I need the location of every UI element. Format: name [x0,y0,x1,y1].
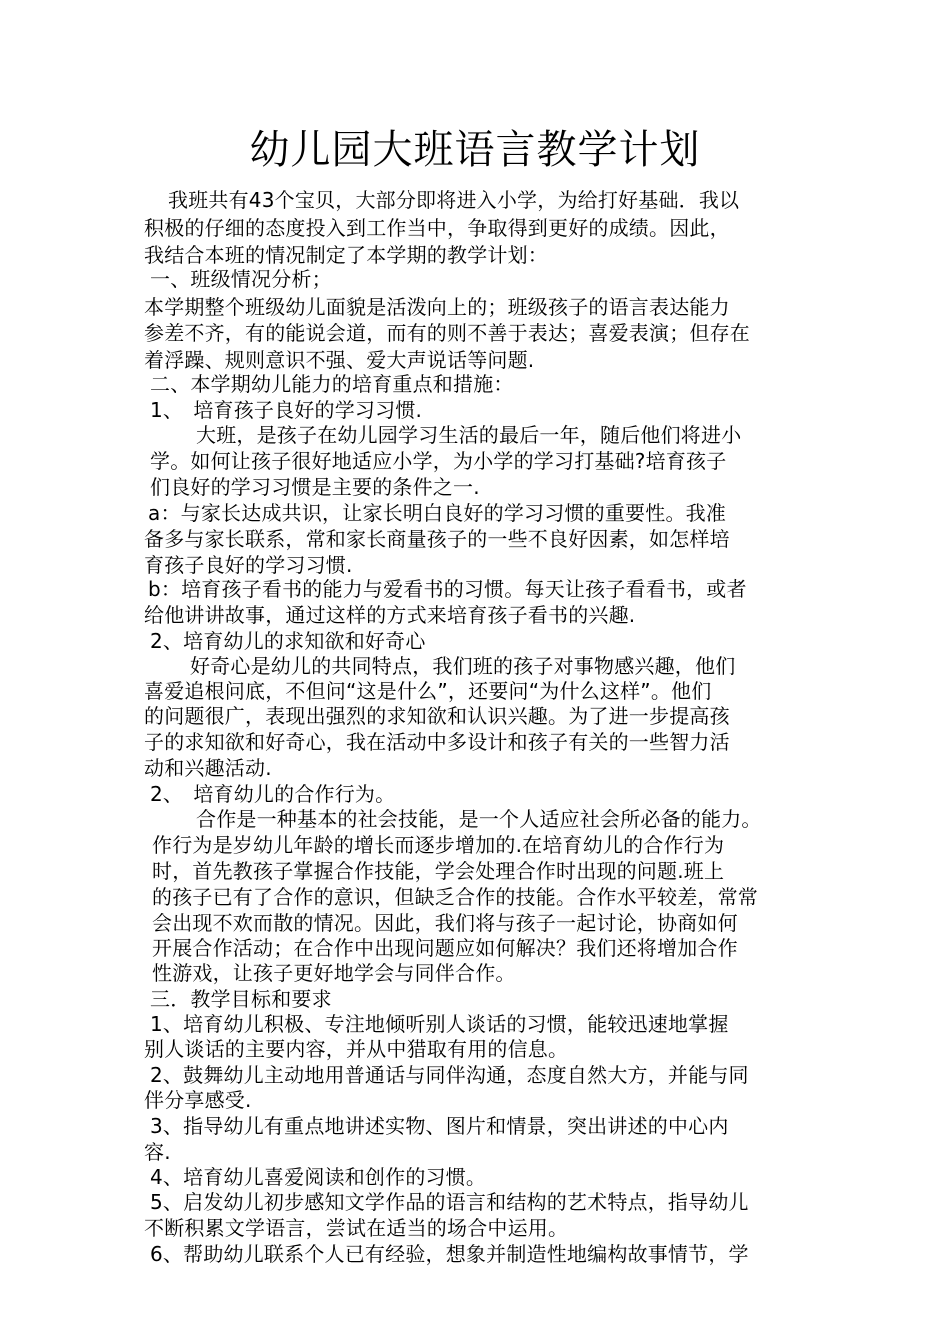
document-title: 幼儿园大班语言教学计划 [249,127,701,173]
text-line: 时，首先教孩子掌握合作技能，学会处理合作时出现的问题.班上 [152,859,725,883]
text-line: 的孩子已有了合作的意识，但缺乏合作的技能。合作水平较差，常常 [152,885,758,909]
text-line: 开展合作活动；在合作中出现问题应如何解决？我们还将增加合作 [152,936,738,960]
text-line: 作行为是岁幼儿年龄的增长而逐步增加的.在培育幼儿的合作行为 [152,833,725,857]
text-line: 4、培育幼儿喜爱阅读和创作的习惯。 [150,1165,487,1189]
text-line: 子的求知欲和好奇心，我在活动中多设计和孩子有关的一些智力活 [144,730,730,754]
text-line: 们良好的学习习惯是主要的条件之一. [150,475,480,499]
text-line: 我班共有43个宝贝，大部分即将进入小学，为给打好基础．我以 [168,188,740,212]
text-line: 二、本学期幼儿能力的培育重点和措施： [150,372,514,396]
text-line: 2、鼓舞幼儿主动地用普通话与同伴沟通，态度自然大方，并能与同 [150,1063,749,1087]
text-line: 性游戏，让孩子更好地学会与同伴合作。 [152,961,516,985]
text-line: 备多与家长联系，常和家长商量孩子的一些不良好因素，如怎样培 [144,527,730,551]
text-line: 5、启发幼儿初步感知文学作品的语言和结构的艺术特点，指导幼儿 [150,1190,749,1214]
text-line: 1、培育幼儿积极、专注地倾听别人谈话的习惯，能较迅速地掌握 [150,1012,729,1036]
text-line: 好奇心是幼儿的共同特点，我们班的孩子对事物感兴趣，他们 [190,654,736,678]
text-line: 6、帮助幼儿联系个人已有经验，想象并制造性地编构故事情节，学 [150,1242,749,1266]
text-line: 2、 培育幼儿的合作行为。 [150,782,396,806]
text-line: 2、培育幼儿的求知欲和好奇心 [150,629,426,653]
text-line: 合作是一种基本的社会技能，是一个人适应社会所必备的能力。 [196,807,762,831]
text-line: 大班，是孩子在幼儿园学习生活的最后一年，随后他们将进小 [196,423,742,447]
text-line: a：与家长达成共识，让家长明白良好的学习习惯的重要性。我准 [148,501,727,525]
text-line: 育孩子良好的学习习惯. [144,553,353,577]
text-line: 的问题很广，表现出强烈的求知欲和认识兴趣。为了进一步提高孩 [144,704,730,728]
text-line: 积极的仔细的态度投入到工作当中，争取得到更好的成绩。因此， [144,216,730,240]
text-line: 一、班级情况分析； [150,267,332,291]
text-line: 三．教学目标和要求 [150,987,332,1011]
text-line: b：培育孩子看书的能力与爱看书的习惯。每天让孩子看看书，或者 [148,577,747,601]
text-line: 别人谈话的主要内容，并从中猎取有用的信息。 [144,1037,569,1061]
text-line: 会出现不欢而散的情况。因此，我们将与孩子一起讨论，协商如何 [152,911,738,935]
text-line: 学。如何让孩子很好地适应小学，为小学的学习打基础?培育孩子 [150,449,727,473]
text-line: 本学期整个班级幼儿面貌是活泼向上的；班级孩子的语言表达能力 [144,295,730,319]
text-line: 1、 培育孩子良好的学习习惯. [150,398,423,422]
text-line: 3、指导幼儿有重点地讲述实物、图片和情景，突出讲述的中心内 [150,1114,729,1138]
text-line: 容. [144,1140,171,1164]
text-line: 参差不齐，有的能说会道，而有的则不善于表达；喜爱表演；但存在 [144,321,750,345]
text-line: 我结合本班的情况制定了本学期的教学计划： [144,243,548,267]
text-line: 动和兴趣活动. [144,756,272,780]
text-line: 伴分享感受. [144,1088,252,1112]
text-line: 不断积累文学语言，尝试在适当的场合中运用。 [144,1216,569,1240]
text-line: 喜爱追根问底，不但问“这是什么”，还要问“为什么这样”。他们 [144,679,712,703]
text-line: 给他讲讲故事，通过这样的方式来培育孩子看书的兴趣. [144,603,636,627]
text-line: 着浮躁、规则意识不强、爱大声说话等问题. [144,348,535,372]
